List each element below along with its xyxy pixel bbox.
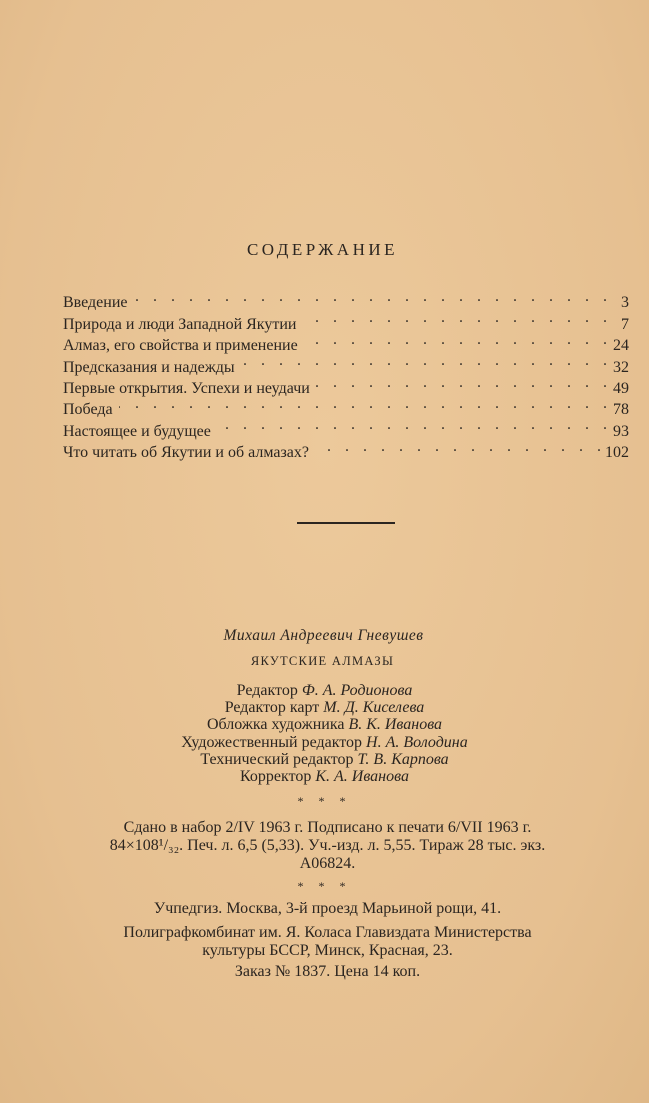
credit-role: Редактор карт: [224, 699, 320, 717]
order-line: Заказ № 1837. Цена 14 коп.: [234, 963, 421, 980]
dot-leader: [119, 393, 607, 414]
toc-entry: [63, 393, 629, 419]
credit-line: [0, 751, 649, 768]
credit-line: [0, 699, 649, 716]
toc-entry-page: 7: [621, 315, 629, 333]
toc-entry-label: Введение: [63, 294, 128, 312]
toc-entry-label: Предсказания и надежды: [63, 358, 235, 376]
toc-entry-label: Победа: [63, 401, 113, 419]
toc-entry-page: 49: [613, 379, 629, 397]
credit-line: [0, 682, 649, 699]
dot-leader: [316, 372, 607, 393]
separator-stars: * * *: [297, 794, 352, 808]
credit-role: Технический редактор: [200, 750, 354, 768]
toc-entry-label: Что читать об Якутии и об алмазах?: [63, 444, 309, 462]
dot-leader: [315, 436, 601, 457]
credit-name: К. А. Иванова: [315, 768, 409, 785]
credit-line: [0, 734, 649, 751]
print-info-line: Сдано в набор 2/IV 1963 г. Подписано к печати 6/VII 1963 г.: [123, 819, 532, 836]
credit-line: [0, 768, 649, 785]
toc-entry-page: 93: [613, 422, 629, 440]
toc-entry-page: 24: [613, 337, 629, 355]
credit-role: Художественный редактор: [181, 733, 363, 751]
toc-entry-page: 32: [613, 358, 629, 376]
toc-title: СОДЕРЖАНИЕ: [246, 240, 399, 259]
credit-name: Ф. А. Родионова: [301, 682, 413, 699]
credit-name: В. К. Иванова: [348, 716, 443, 734]
table-of-contents: [63, 286, 629, 462]
toc-entry-label: Настоящее и будущее: [63, 422, 211, 440]
toc-entry-label: Алмаз, его свойства и применение: [63, 337, 298, 355]
print-info-line: 84×108¹/₃₂. Печ. л. 6,5 (5,33). Уч.-изд. л. 5,55. Тираж 28 тыс. экз.: [109, 837, 546, 854]
toc-entry-label: Первые открытия. Успехи и неудачи: [63, 379, 310, 397]
author-name: Михаил Андреевич Гневушев: [223, 627, 424, 644]
credit-name: М. Д. Киселева: [323, 699, 425, 717]
printer-line: культуры БССР, Минск, Красная, 23.: [202, 942, 453, 959]
publisher-line: Учпедгиз. Москва, 3-й проезд Марьиной рощи, 41.: [153, 900, 502, 917]
book-title: ЯКУТСКИЕ АЛМАЗЫ: [250, 654, 395, 668]
dot-leader: [134, 286, 608, 307]
toc-entry-page: 102: [605, 444, 629, 462]
credit-role: Редактор: [236, 682, 298, 699]
toc-entry-label: Природа и люди Западной Якутии: [63, 315, 297, 333]
toc-entry-page: 78: [613, 401, 629, 419]
credit-name: Т. В. Карпова: [357, 750, 449, 768]
credit-name: Н. А. Володина: [366, 733, 468, 751]
dot-leader: [304, 329, 607, 350]
toc-entry: [63, 286, 629, 312]
print-info-line: А06824.: [299, 855, 356, 872]
toc-entry-page: 3: [621, 294, 629, 312]
separator-stars: * * *: [297, 879, 352, 893]
credit-role: Корректор: [240, 768, 312, 785]
toc-entry: [63, 414, 629, 440]
divider: [297, 522, 395, 524]
credit-role: Обложка художника: [206, 716, 345, 734]
dot-leader: [241, 350, 607, 371]
toc-entry: [63, 307, 629, 333]
credit-line: [0, 716, 649, 733]
printer-line: Полиграфкомбинат им. Я. Коласа Главиздата Министерства: [123, 924, 532, 941]
dot-leader: [217, 414, 607, 435]
dot-leader: [302, 307, 607, 328]
